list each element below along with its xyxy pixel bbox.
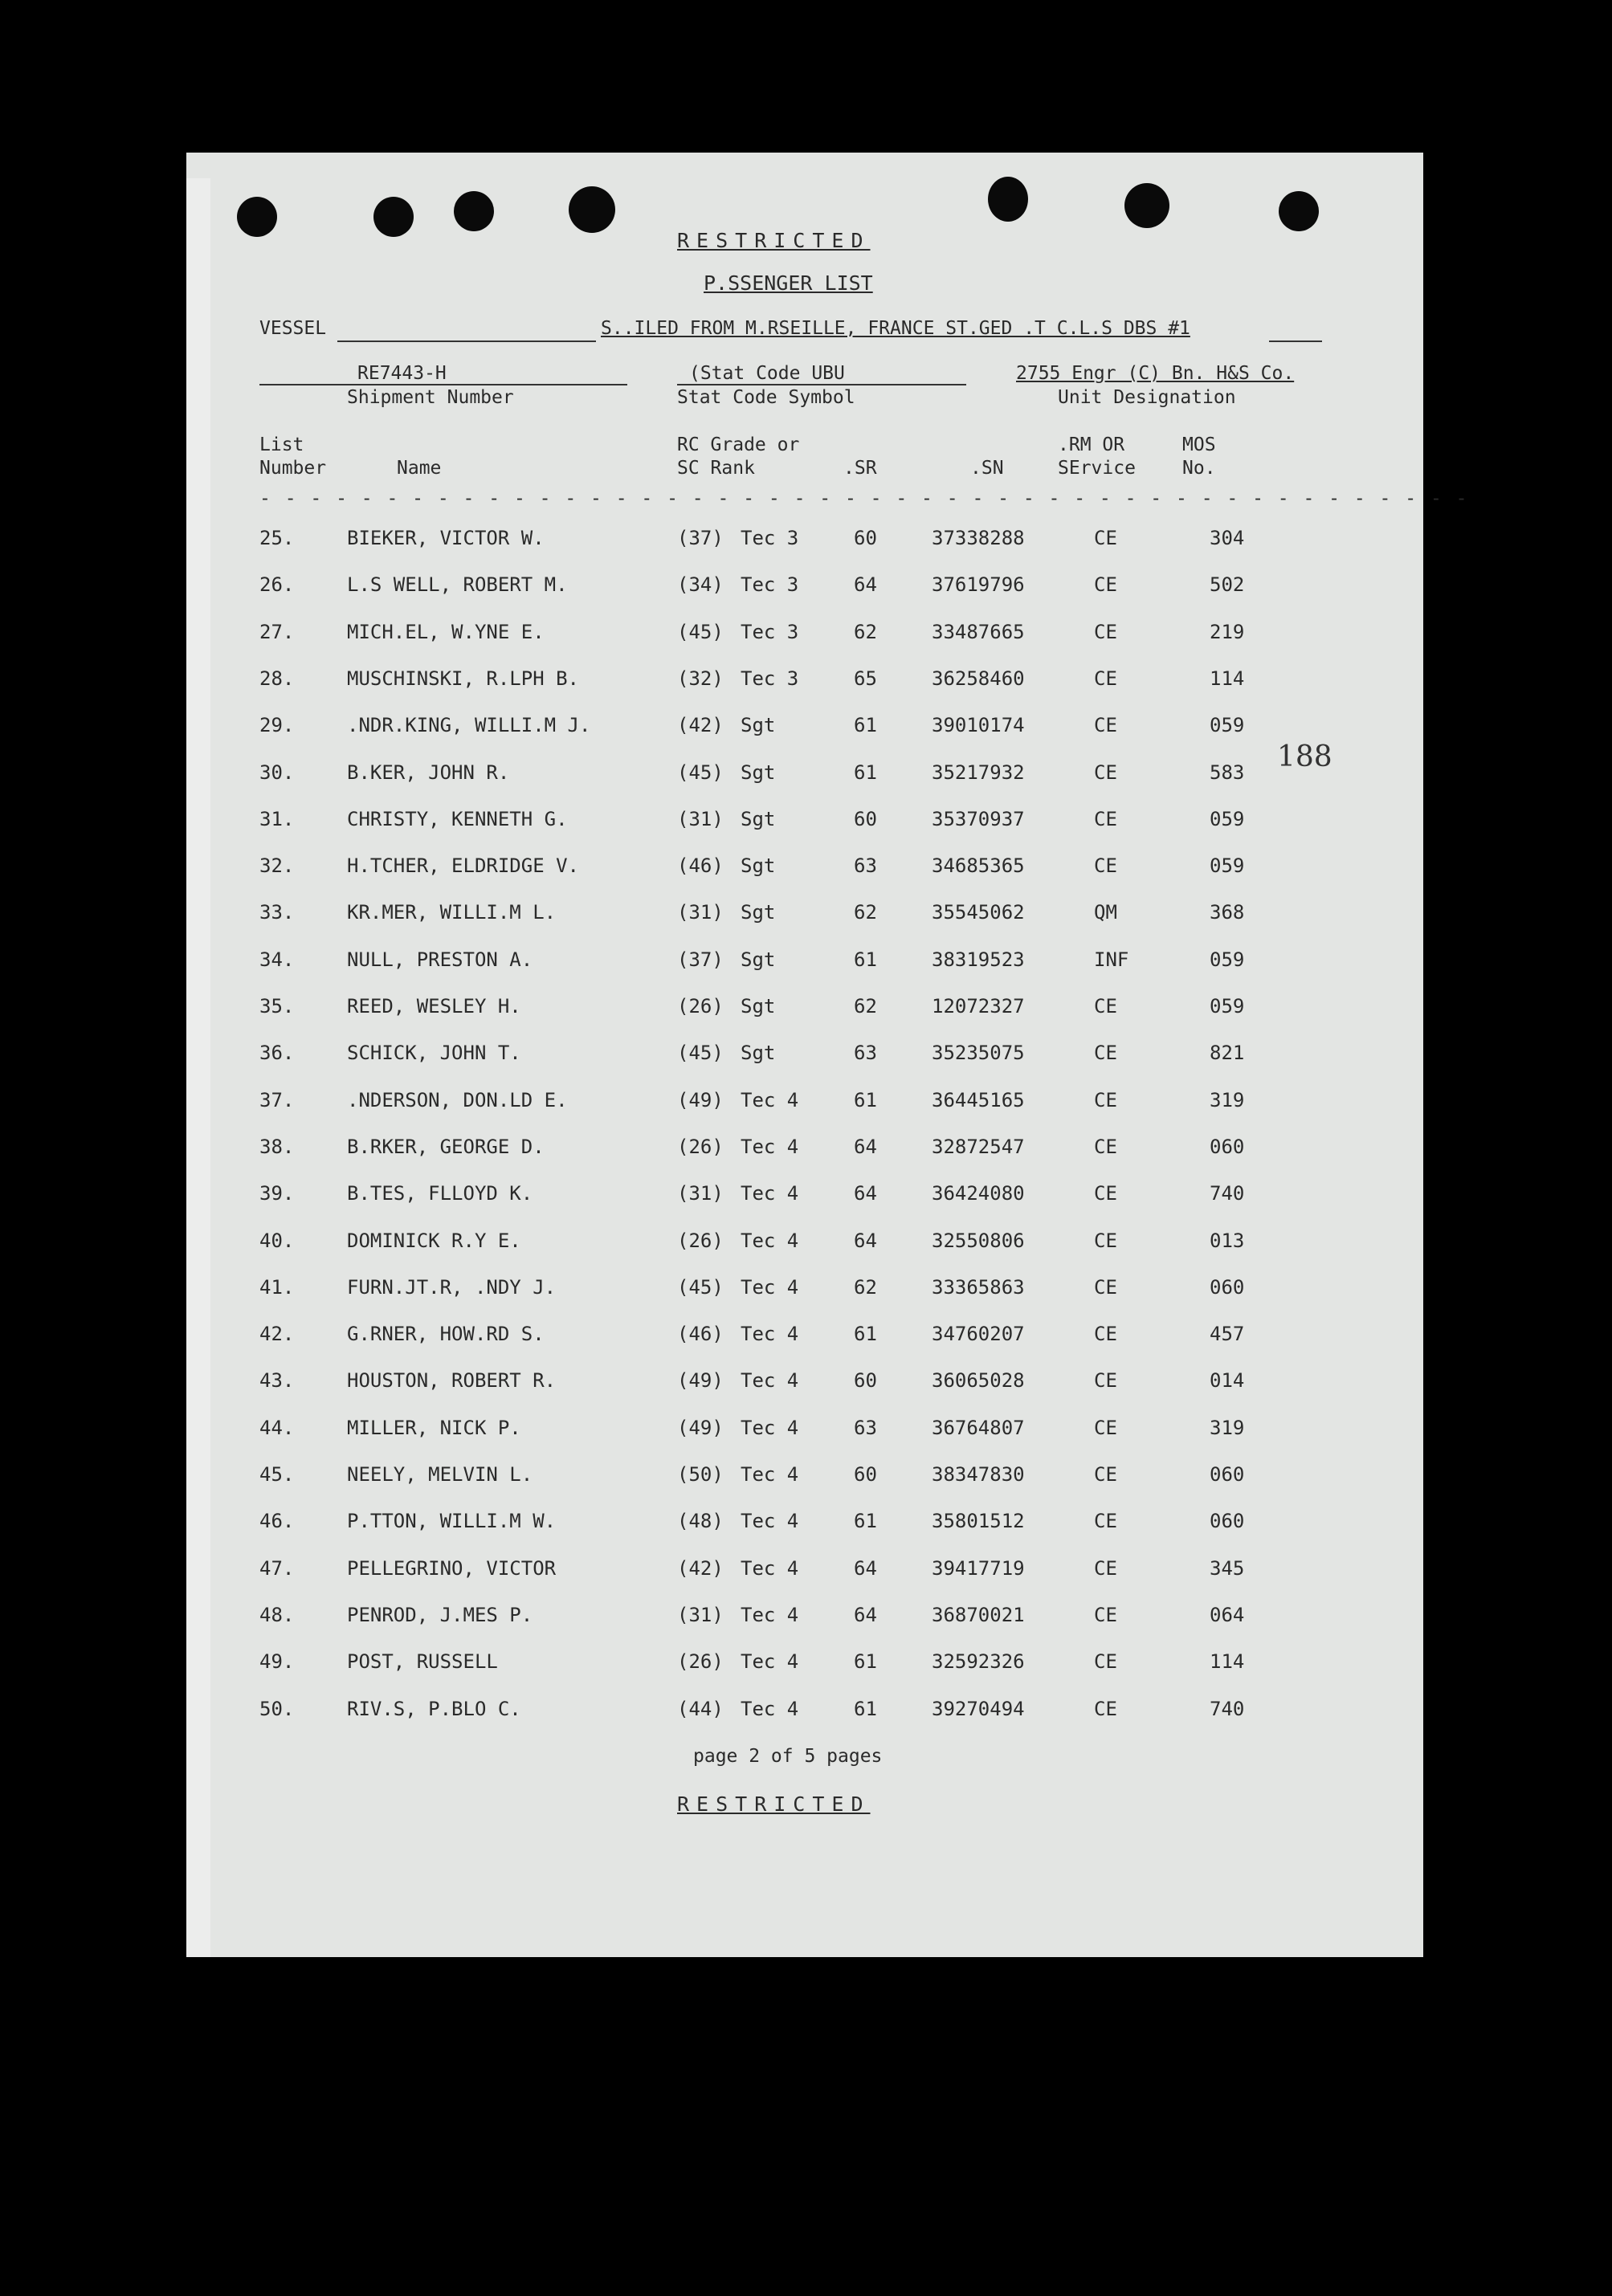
cell-mos: 059 bbox=[1210, 948, 1245, 971]
cell-arm: CE bbox=[1094, 1369, 1117, 1392]
cell-asr: 63 bbox=[854, 1042, 877, 1064]
cell-asn: 33487665 bbox=[932, 621, 1025, 643]
table-row bbox=[0, 1136, 1612, 1168]
cell-rank: Sgt bbox=[741, 995, 776, 1017]
table-row bbox=[0, 1417, 1612, 1449]
cell-code: (48) bbox=[677, 1510, 724, 1532]
cell-name: CHRISTY, KENNETH G. bbox=[347, 808, 568, 830]
cell-asr: 60 bbox=[854, 808, 877, 830]
cell-rank: Tec 4 bbox=[741, 1182, 799, 1205]
cell-name: POST, RUSSELL bbox=[347, 1650, 498, 1673]
punch-hole bbox=[1124, 183, 1169, 228]
cell-arm: CE bbox=[1094, 761, 1117, 784]
cell-name: NULL, PRESTON A. bbox=[347, 948, 533, 971]
cell-arm: CE bbox=[1094, 1136, 1117, 1158]
cell-rank: Tec 4 bbox=[741, 1557, 799, 1580]
cell-asr: 60 bbox=[854, 1369, 877, 1392]
cell-arm: CE bbox=[1094, 1089, 1117, 1111]
cell-num: 46. bbox=[259, 1510, 295, 1532]
cell-arm: QM bbox=[1094, 901, 1117, 924]
cell-asr: 64 bbox=[854, 1230, 877, 1252]
cell-code: (46) bbox=[677, 1323, 724, 1345]
cell-code: (34) bbox=[677, 573, 724, 596]
cell-mos: 060 bbox=[1210, 1136, 1245, 1158]
cell-asn: 12072327 bbox=[932, 995, 1025, 1017]
voyage-line: S..ILED FROM M.RSEILLE, FRANCE ST.GED .T C.L.S DBS #1 bbox=[601, 318, 1190, 339]
cell-mos: 457 bbox=[1210, 1323, 1245, 1345]
cell-num: 28. bbox=[259, 667, 295, 690]
cell-code: (45) bbox=[677, 761, 724, 784]
cell-asr: 62 bbox=[854, 621, 877, 643]
table-row bbox=[0, 1510, 1612, 1542]
punch-hole bbox=[988, 177, 1028, 222]
table-row bbox=[0, 527, 1612, 559]
col-asn: .SN bbox=[970, 458, 1004, 479]
cell-code: (26) bbox=[677, 1650, 724, 1673]
shipment-underline bbox=[259, 384, 627, 385]
cell-asn: 36445165 bbox=[932, 1089, 1025, 1111]
col-list-number: List Number bbox=[259, 434, 327, 479]
punch-hole bbox=[569, 186, 615, 233]
table-row bbox=[0, 1089, 1612, 1121]
cell-mos: 740 bbox=[1210, 1698, 1245, 1720]
cell-num: 25. bbox=[259, 527, 295, 549]
cell-num: 44. bbox=[259, 1417, 295, 1439]
cell-mos: 059 bbox=[1210, 808, 1245, 830]
cell-asn: 35217932 bbox=[932, 761, 1025, 784]
cell-num: 30. bbox=[259, 761, 295, 784]
col-mos: MOS No. bbox=[1182, 434, 1216, 479]
cell-code: (50) bbox=[677, 1463, 724, 1486]
cell-mos: 319 bbox=[1210, 1417, 1245, 1439]
shipment-number: RE7443-H bbox=[357, 363, 447, 384]
cell-num: 41. bbox=[259, 1276, 295, 1299]
stat-code-label: Stat Code Symbol bbox=[677, 387, 855, 408]
cell-mos: 059 bbox=[1210, 995, 1245, 1017]
cell-asr: 64 bbox=[854, 1182, 877, 1205]
unit-designation: 2755 Engr (C) Bn. H&S Co. bbox=[1016, 363, 1295, 384]
cell-name: .NDERSON, DON.LD E. bbox=[347, 1089, 568, 1111]
punch-hole bbox=[1279, 191, 1319, 231]
cell-asn: 39010174 bbox=[932, 714, 1025, 736]
cell-num: 40. bbox=[259, 1230, 295, 1252]
vessel-label: VESSEL bbox=[259, 318, 327, 339]
cell-code: (44) bbox=[677, 1698, 724, 1720]
cell-rank: Sgt bbox=[741, 1042, 776, 1064]
voyage-underline-ext bbox=[1269, 320, 1322, 342]
table-row bbox=[0, 808, 1612, 840]
cell-num: 50. bbox=[259, 1698, 295, 1720]
cell-rank: Tec 4 bbox=[741, 1698, 799, 1720]
vessel-blank-line bbox=[337, 320, 596, 342]
cell-asn: 36424080 bbox=[932, 1182, 1025, 1205]
cell-asn: 36258460 bbox=[932, 667, 1025, 690]
cell-arm: CE bbox=[1094, 1042, 1117, 1064]
cell-asn: 37338288 bbox=[932, 527, 1025, 549]
cell-rank: Sgt bbox=[741, 854, 776, 877]
cell-asr: 60 bbox=[854, 527, 877, 549]
shipment-number-label: Shipment Number bbox=[347, 387, 514, 408]
cell-mos: 583 bbox=[1210, 761, 1245, 784]
col-asr: .SR bbox=[843, 458, 877, 479]
table-row bbox=[0, 714, 1612, 746]
cell-asn: 39417719 bbox=[932, 1557, 1025, 1580]
cell-name: G.RNER, HOW.RD S. bbox=[347, 1323, 545, 1345]
cell-name: DOMINICK R.Y E. bbox=[347, 1230, 521, 1252]
cell-rank: Sgt bbox=[741, 714, 776, 736]
col-arm-service: .RM OR SErvice bbox=[1058, 434, 1136, 479]
table-row bbox=[0, 948, 1612, 981]
cell-asr: 61 bbox=[854, 714, 877, 736]
cell-arm: CE bbox=[1094, 1182, 1117, 1205]
cell-rank: Tec 4 bbox=[741, 1510, 799, 1532]
cell-rank: Tec 4 bbox=[741, 1650, 799, 1673]
cell-mos: 114 bbox=[1210, 1650, 1245, 1673]
table-row bbox=[0, 1557, 1612, 1589]
cell-asn: 38319523 bbox=[932, 948, 1025, 971]
table-row bbox=[0, 761, 1612, 793]
col-grade: RC Grade or SC Rank bbox=[677, 434, 800, 479]
cell-asn: 37619796 bbox=[932, 573, 1025, 596]
cell-name: SCHICK, JOHN T. bbox=[347, 1042, 521, 1064]
cell-name: B.TES, FLLOYD K. bbox=[347, 1182, 533, 1205]
cell-num: 42. bbox=[259, 1323, 295, 1345]
cell-asn: 36870021 bbox=[932, 1604, 1025, 1626]
cell-arm: CE bbox=[1094, 1323, 1117, 1345]
cell-rank: Sgt bbox=[741, 901, 776, 924]
cell-asr: 61 bbox=[854, 1089, 877, 1111]
cell-num: 39. bbox=[259, 1182, 295, 1205]
cell-asr: 63 bbox=[854, 1417, 877, 1439]
cell-rank: Tec 4 bbox=[741, 1323, 799, 1345]
cell-name: KR.MER, WILLI.M L. bbox=[347, 901, 557, 924]
cell-arm: CE bbox=[1094, 1557, 1117, 1580]
cell-rank: Sgt bbox=[741, 761, 776, 784]
table-row bbox=[0, 1042, 1612, 1074]
cell-mos: 304 bbox=[1210, 527, 1245, 549]
cell-name: MICH.EL, W.YNE E. bbox=[347, 621, 545, 643]
cell-arm: CE bbox=[1094, 808, 1117, 830]
cell-name: MUSCHINSKI, R.LPH B. bbox=[347, 667, 579, 690]
cell-name: P.TTON, WILLI.M W. bbox=[347, 1510, 557, 1532]
cell-mos: 060 bbox=[1210, 1276, 1245, 1299]
table-row bbox=[0, 854, 1612, 887]
cell-code: (37) bbox=[677, 527, 724, 549]
cell-num: 38. bbox=[259, 1136, 295, 1158]
cell-asn: 35801512 bbox=[932, 1510, 1025, 1532]
table-row bbox=[0, 621, 1612, 653]
cell-arm: CE bbox=[1094, 667, 1117, 690]
cell-arm: CE bbox=[1094, 527, 1117, 549]
cell-code: (45) bbox=[677, 621, 724, 643]
cell-num: 49. bbox=[259, 1650, 295, 1673]
cell-name: PELLEGRINO, VICTOR bbox=[347, 1557, 557, 1580]
cell-mos: 345 bbox=[1210, 1557, 1245, 1580]
cell-code: (49) bbox=[677, 1417, 724, 1439]
cell-asn: 32550806 bbox=[932, 1230, 1025, 1252]
cell-asn: 36065028 bbox=[932, 1369, 1025, 1392]
cell-code: (31) bbox=[677, 1604, 724, 1626]
cell-mos: 740 bbox=[1210, 1182, 1245, 1205]
cell-code: (45) bbox=[677, 1042, 724, 1064]
punch-hole bbox=[454, 191, 494, 231]
cell-code: (31) bbox=[677, 901, 724, 924]
table-row bbox=[0, 1182, 1612, 1214]
table-row bbox=[0, 573, 1612, 606]
cell-name: REED, WESLEY H. bbox=[347, 995, 521, 1017]
cell-rank: Tec 4 bbox=[741, 1089, 799, 1111]
cell-num: 32. bbox=[259, 854, 295, 877]
cell-asr: 62 bbox=[854, 995, 877, 1017]
cell-num: 48. bbox=[259, 1604, 295, 1626]
cell-num: 34. bbox=[259, 948, 295, 971]
cell-arm: CE bbox=[1094, 1276, 1117, 1299]
cell-asr: 62 bbox=[854, 901, 877, 924]
handwritten-page-number: 188 bbox=[1277, 740, 1332, 773]
table-row bbox=[0, 1323, 1612, 1355]
cell-asr: 64 bbox=[854, 1136, 877, 1158]
cell-asr: 61 bbox=[854, 1698, 877, 1720]
cell-code: (26) bbox=[677, 1136, 724, 1158]
cell-mos: 059 bbox=[1210, 714, 1245, 736]
cell-asr: 61 bbox=[854, 948, 877, 971]
cell-arm: CE bbox=[1094, 995, 1117, 1017]
cell-code: (42) bbox=[677, 714, 724, 736]
cell-name: RIV.S, P.BLO C. bbox=[347, 1698, 521, 1720]
cell-num: 37. bbox=[259, 1089, 295, 1111]
cell-name: B.KER, JOHN R. bbox=[347, 761, 510, 784]
table-row bbox=[0, 667, 1612, 699]
cell-arm: CE bbox=[1094, 1698, 1117, 1720]
cell-code: (26) bbox=[677, 1230, 724, 1252]
cell-name: B.RKER, GEORGE D. bbox=[347, 1136, 545, 1158]
cell-mos: 219 bbox=[1210, 621, 1245, 643]
cell-name: NEELY, MELVIN L. bbox=[347, 1463, 533, 1486]
cell-num: 36. bbox=[259, 1042, 295, 1064]
cell-arm: CE bbox=[1094, 854, 1117, 877]
cell-code: (49) bbox=[677, 1369, 724, 1392]
cell-mos: 368 bbox=[1210, 901, 1245, 924]
cell-code: (31) bbox=[677, 808, 724, 830]
cell-asn: 34760207 bbox=[932, 1323, 1025, 1345]
cell-arm: CE bbox=[1094, 573, 1117, 596]
cell-name: L.S WELL, ROBERT M. bbox=[347, 573, 568, 596]
cell-rank: Tec 4 bbox=[741, 1463, 799, 1486]
punch-hole bbox=[373, 197, 414, 237]
cell-num: 45. bbox=[259, 1463, 295, 1486]
cell-code: (46) bbox=[677, 854, 724, 877]
col-name: Name bbox=[397, 458, 442, 479]
cell-num: 35. bbox=[259, 995, 295, 1017]
cell-num: 47. bbox=[259, 1557, 295, 1580]
cell-arm: CE bbox=[1094, 1463, 1117, 1486]
cell-asr: 64 bbox=[854, 573, 877, 596]
cell-arm: CE bbox=[1094, 714, 1117, 736]
table-row bbox=[0, 901, 1612, 933]
list-title: P.SSENGER LIST bbox=[704, 271, 873, 295]
cell-mos: 059 bbox=[1210, 854, 1245, 877]
cell-num: 26. bbox=[259, 573, 295, 596]
cell-rank: Tec 4 bbox=[741, 1136, 799, 1158]
cell-code: (42) bbox=[677, 1557, 724, 1580]
cell-rank: Tec 4 bbox=[741, 1276, 799, 1299]
cell-code: (37) bbox=[677, 948, 724, 971]
cell-code: (26) bbox=[677, 995, 724, 1017]
cell-name: HOUSTON, ROBERT R. bbox=[347, 1369, 557, 1392]
cell-mos: 114 bbox=[1210, 667, 1245, 690]
header-divider: - - - - - - - - - - - - - - - - - - - - - - - - - - - - - - - - - - - - - - - - - - - - - - - - bbox=[259, 488, 1469, 509]
cell-rank: Sgt bbox=[741, 948, 776, 971]
cell-rank: Tec 3 bbox=[741, 667, 799, 690]
cell-mos: 502 bbox=[1210, 573, 1245, 596]
cell-rank: Tec 4 bbox=[741, 1230, 799, 1252]
cell-mos: 821 bbox=[1210, 1042, 1245, 1064]
table-row bbox=[0, 1463, 1612, 1495]
cell-asr: 64 bbox=[854, 1557, 877, 1580]
cell-rank: Tec 4 bbox=[741, 1417, 799, 1439]
cell-arm: CE bbox=[1094, 1650, 1117, 1673]
cell-mos: 319 bbox=[1210, 1089, 1245, 1111]
cell-asr: 65 bbox=[854, 667, 877, 690]
footer-restricted: RESTRICTED bbox=[677, 1792, 871, 1816]
cell-rank: Tec 4 bbox=[741, 1369, 799, 1392]
cell-arm: INF bbox=[1094, 948, 1129, 971]
cell-code: (49) bbox=[677, 1089, 724, 1111]
cell-mos: 014 bbox=[1210, 1369, 1245, 1392]
table-row bbox=[0, 1650, 1612, 1682]
cell-asn: 35545062 bbox=[932, 901, 1025, 924]
cell-name: FURN.JT.R, .NDY J. bbox=[347, 1276, 557, 1299]
cell-asn: 33365863 bbox=[932, 1276, 1025, 1299]
cell-arm: CE bbox=[1094, 1604, 1117, 1626]
cell-asn: 39270494 bbox=[932, 1698, 1025, 1720]
table-row bbox=[0, 1230, 1612, 1262]
cell-num: 33. bbox=[259, 901, 295, 924]
cell-arm: CE bbox=[1094, 621, 1117, 643]
cell-name: .NDR.KING, WILLI.M J. bbox=[347, 714, 591, 736]
cell-arm: CE bbox=[1094, 1510, 1117, 1532]
cell-code: (45) bbox=[677, 1276, 724, 1299]
footer-page-number: page 2 of 5 pages bbox=[693, 1746, 883, 1767]
cell-name: BIEKER, VICTOR W. bbox=[347, 527, 545, 549]
punch-hole bbox=[237, 197, 277, 237]
cell-name: MILLER, NICK P. bbox=[347, 1417, 521, 1439]
cell-rank: Tec 4 bbox=[741, 1604, 799, 1626]
cell-mos: 013 bbox=[1210, 1230, 1245, 1252]
cell-mos: 060 bbox=[1210, 1510, 1245, 1532]
cell-rank: Sgt bbox=[741, 808, 776, 830]
cell-num: 43. bbox=[259, 1369, 295, 1392]
cell-arm: CE bbox=[1094, 1230, 1117, 1252]
cell-code: (31) bbox=[677, 1182, 724, 1205]
cell-asr: 61 bbox=[854, 1510, 877, 1532]
cell-asn: 32592326 bbox=[932, 1650, 1025, 1673]
cell-asr: 61 bbox=[854, 1650, 877, 1673]
cell-asr: 61 bbox=[854, 761, 877, 784]
cell-code: (32) bbox=[677, 667, 724, 690]
cell-arm: CE bbox=[1094, 1417, 1117, 1439]
cell-asr: 61 bbox=[854, 1323, 877, 1345]
stat-code-underline bbox=[677, 384, 966, 385]
cell-asn: 32872547 bbox=[932, 1136, 1025, 1158]
unit-designation-label: Unit Designation bbox=[1058, 387, 1236, 408]
cell-asn: 36764807 bbox=[932, 1417, 1025, 1439]
cell-num: 27. bbox=[259, 621, 295, 643]
cell-rank: Tec 3 bbox=[741, 527, 799, 549]
cell-asr: 62 bbox=[854, 1276, 877, 1299]
cell-asn: 35370937 bbox=[932, 808, 1025, 830]
header-restricted: RESTRICTED bbox=[677, 229, 871, 252]
cell-rank: Tec 3 bbox=[741, 621, 799, 643]
cell-asr: 63 bbox=[854, 854, 877, 877]
stat-code: (Stat Code UBU bbox=[689, 363, 845, 384]
cell-num: 31. bbox=[259, 808, 295, 830]
cell-num: 29. bbox=[259, 714, 295, 736]
cell-mos: 060 bbox=[1210, 1463, 1245, 1486]
table-row bbox=[0, 1276, 1612, 1308]
cell-asr: 64 bbox=[854, 1604, 877, 1626]
cell-asn: 38347830 bbox=[932, 1463, 1025, 1486]
table-row bbox=[0, 1369, 1612, 1401]
cell-rank: Tec 3 bbox=[741, 573, 799, 596]
cell-name: H.TCHER, ELDRIDGE V. bbox=[347, 854, 579, 877]
cell-mos: 064 bbox=[1210, 1604, 1245, 1626]
table-row bbox=[0, 1698, 1612, 1730]
table-row bbox=[0, 1604, 1612, 1636]
cell-asn: 35235075 bbox=[932, 1042, 1025, 1064]
cell-asn: 34685365 bbox=[932, 854, 1025, 877]
table-row bbox=[0, 995, 1612, 1027]
cell-asr: 60 bbox=[854, 1463, 877, 1486]
cell-name: PENROD, J.MES P. bbox=[347, 1604, 533, 1626]
